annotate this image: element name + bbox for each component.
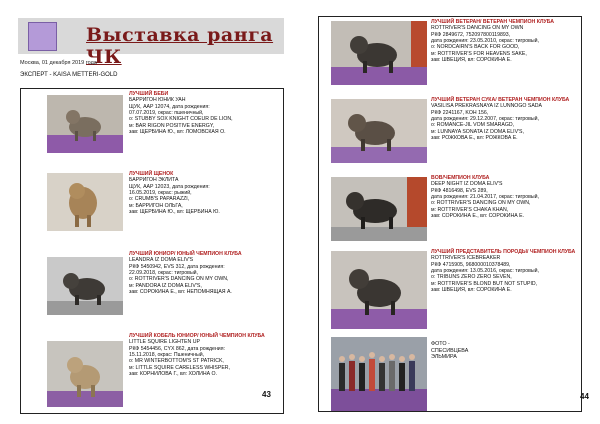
dog-photo — [47, 95, 123, 153]
breeder-owner: зав: ШВЕЦИЯ, вл: СОРОКИНА Е. — [431, 57, 512, 64]
group-photo — [331, 337, 427, 411]
registration: РКФ 5454456, CYX 862, дата рождения: — [129, 345, 225, 352]
dam: м: PANDORA IZ DOMA ELIV'S, — [129, 282, 202, 289]
entry-text — [431, 97, 579, 142]
entry-text — [129, 333, 281, 378]
dam: м: ROTTRIVER'S FOR HEAVENS SAKE, — [431, 50, 527, 57]
dam: м: ROTTRIVER'S BLOND BUT NOT STUPID, — [431, 280, 538, 287]
birth-date: 15.11.2018, окрас: Пшеничный, — [129, 352, 205, 359]
dog-name: БАРРИГОН ЭКЛИТА — [129, 177, 179, 184]
birth-date: дата рождения: 21.04.2017, окрас: тигровый, — [431, 194, 539, 201]
registration: РКФ 2849672, 752097800119893, — [431, 31, 511, 38]
entry-text — [129, 91, 281, 136]
sire: о: TRIBUNS ZERO ZERO SEVEN, — [431, 274, 512, 281]
breeder-owner: зав: КОРНИЛОВА Г., вл: ХОЛИНА О. — [129, 371, 218, 378]
page-number-left: 43 — [262, 390, 271, 399]
entry-text — [129, 251, 281, 296]
registration: ЩУК, AAP 12074, дата рождения: — [129, 103, 210, 110]
dog-name: ROTTRIVER'S DANCING ON MY OWN — [431, 25, 524, 32]
birth-date: 16.05.2019, окрас: рыжий, — [129, 190, 192, 197]
birth-date: дата рождения: 29.12.2007, окрас: тигровый, — [431, 116, 539, 123]
award-title: ЛУЧШИЙ ЩЕНОК — [129, 171, 174, 177]
event-date: Москва, 01 декабря 2019 года — [20, 60, 97, 66]
expert-name: ЭКСПЕРТ - KAISA METTERI-GOLD — [20, 72, 118, 78]
award-title: ЛУЧШИЙ ВЕТЕРАН СУКА/ ВЕТЕРАН ЧЕМПИОН КЛУБА — [431, 97, 570, 103]
sire: о: ROMANCE-JIL VOM SMARAGD, — [431, 122, 515, 129]
entry-text — [431, 249, 579, 294]
award-title: ЛУЧШИЙ БЕБИ — [129, 91, 169, 97]
sire: о: MR WINTERBOTTOM'S ST PATRICK, — [129, 358, 224, 365]
dog-photo — [331, 251, 427, 329]
dam: м: ROTTRIVER'S CHAKA KHAN, — [431, 206, 509, 213]
award-title: ЛУЧШИЙ ПРЕДСТАВИТЕЛЬ ПОРОДЫ/ ЧЕМПИОН КЛУБА — [431, 249, 576, 255]
dam: м: LUNNAYA SONATA IZ DOMA ELIV'S, — [431, 128, 524, 135]
birth-date: дата рождения: 13.05.2016, окрас: тигровый, — [431, 268, 539, 275]
dog-name: VASILISA PREKRASNAYA IZ LUNNOGO SADA — [431, 103, 542, 110]
right-entries-box — [318, 16, 582, 412]
dog-name: LITTLE SQUIRE LIGHTEN UP — [129, 339, 200, 346]
page-title: Выставка ранга ЧК — [86, 24, 274, 68]
sire: о: ROTTRIVER'S DANCING ON MY OWN, — [129, 276, 229, 283]
breeder-owner: зав: ЩЕРБИНА Ю., вл: ЩЕРБИНА Ю. — [129, 209, 220, 216]
entry-text — [431, 175, 579, 220]
dog-name: LEANDRA IZ DOMA ELIV'S — [129, 257, 194, 264]
registration: РКФ 4715905, 968000010378489, — [431, 261, 511, 268]
sire: о: CRUMB'S PAPARAZZI, — [129, 196, 190, 203]
dam: м: LITTLE SQUIRE CARELESS WHISPER, — [129, 364, 230, 371]
dog-photo — [47, 341, 123, 407]
breeder-owner: зав: ЩЕРБИНА Ю., вл: ЛОМОВСКАЯ О. — [129, 129, 226, 136]
breeder-owner: зав: ШВЕЦИЯ, вл: СОРОКИНА Е. — [431, 287, 512, 294]
entry-text — [431, 19, 579, 64]
entry-text — [129, 171, 281, 216]
breeder-owner: зав: СОРОКИНА Е., вл: НЕПОМНЯЩАЯ А. — [129, 289, 232, 296]
dog-photo — [331, 21, 427, 85]
dog-photo — [331, 177, 427, 241]
right-page — [318, 10, 582, 414]
birth-date: 07.07.2019, окрас: пшеничный, — [129, 110, 204, 117]
dog-name: DEEP NIGHT IZ DOMA ELIV'S — [431, 181, 503, 188]
dog-photo — [47, 257, 123, 315]
registration: ЩУК, AAP 12023, дата рождения: — [129, 183, 210, 190]
dog-photo — [47, 173, 123, 231]
award-title: ЛУЧШИЙ ВЕТЕРАН/ ВЕТЕРАН ЧЕМПИОН КЛУБА — [431, 19, 555, 25]
sire: о: STUBBY SOX KNIGHT COEUR DE LION, — [129, 116, 233, 123]
registration: РКФ 2241167, KOH 156, — [431, 109, 489, 116]
dam: м: BAR RIGON POSITIVE ENERGY, — [129, 122, 215, 129]
sire: о: ROTTRIVER'S DANCING ON MY OWN, — [431, 200, 531, 207]
breeder-owner: зав: РОЖКОВА Е., вл: РОЖКОВА Е. — [431, 135, 518, 142]
dog-name: БАРРИГОН ЮНИК УАН — [129, 97, 186, 104]
left-entries-box — [20, 88, 284, 414]
dog-photo — [331, 99, 427, 163]
page-number-right: 44 — [580, 392, 589, 401]
award-title: BOB/ЧЕМПИОН КЛУБА — [431, 175, 490, 181]
logo-square — [28, 22, 57, 51]
sire: о: NORDCAIRN'S BACK FOR GOOD, — [431, 44, 520, 51]
birth-date: 22.09.2018, окрас: тигровый, — [129, 270, 199, 277]
dam: м: БАРРИГОН ОЛЬГА, — [129, 202, 183, 209]
award-title: ЛУЧШИЙ ЮНИОР/ ЮНЫЙ ЧЕМПИОН КЛУБА — [129, 251, 242, 257]
registration: РКФ 4816498, EVS 289, — [431, 187, 488, 194]
award-title: ЛУЧШИЙ КОБЕЛЬ ЮНИОР/ ЮНЫЙ ЧЕМПИОН КЛУБА — [129, 333, 265, 339]
birth-date: дата рождения: 23.05.2010, окрас: тигровый, — [431, 38, 539, 45]
breeder-owner: зав: СОРОКИНА Е., вл: СОРОКИНА Е. — [431, 213, 525, 220]
left-page — [18, 10, 288, 414]
dog-name: ROTTRIVER'S ICEBREAKER — [431, 255, 501, 262]
photo-credit: ФОТО - СПЕСИВЦЕВА ЭЛЬМИРА — [431, 341, 469, 361]
registration: РКФ 5450942, EVS 312, дата рождения: — [129, 263, 225, 270]
